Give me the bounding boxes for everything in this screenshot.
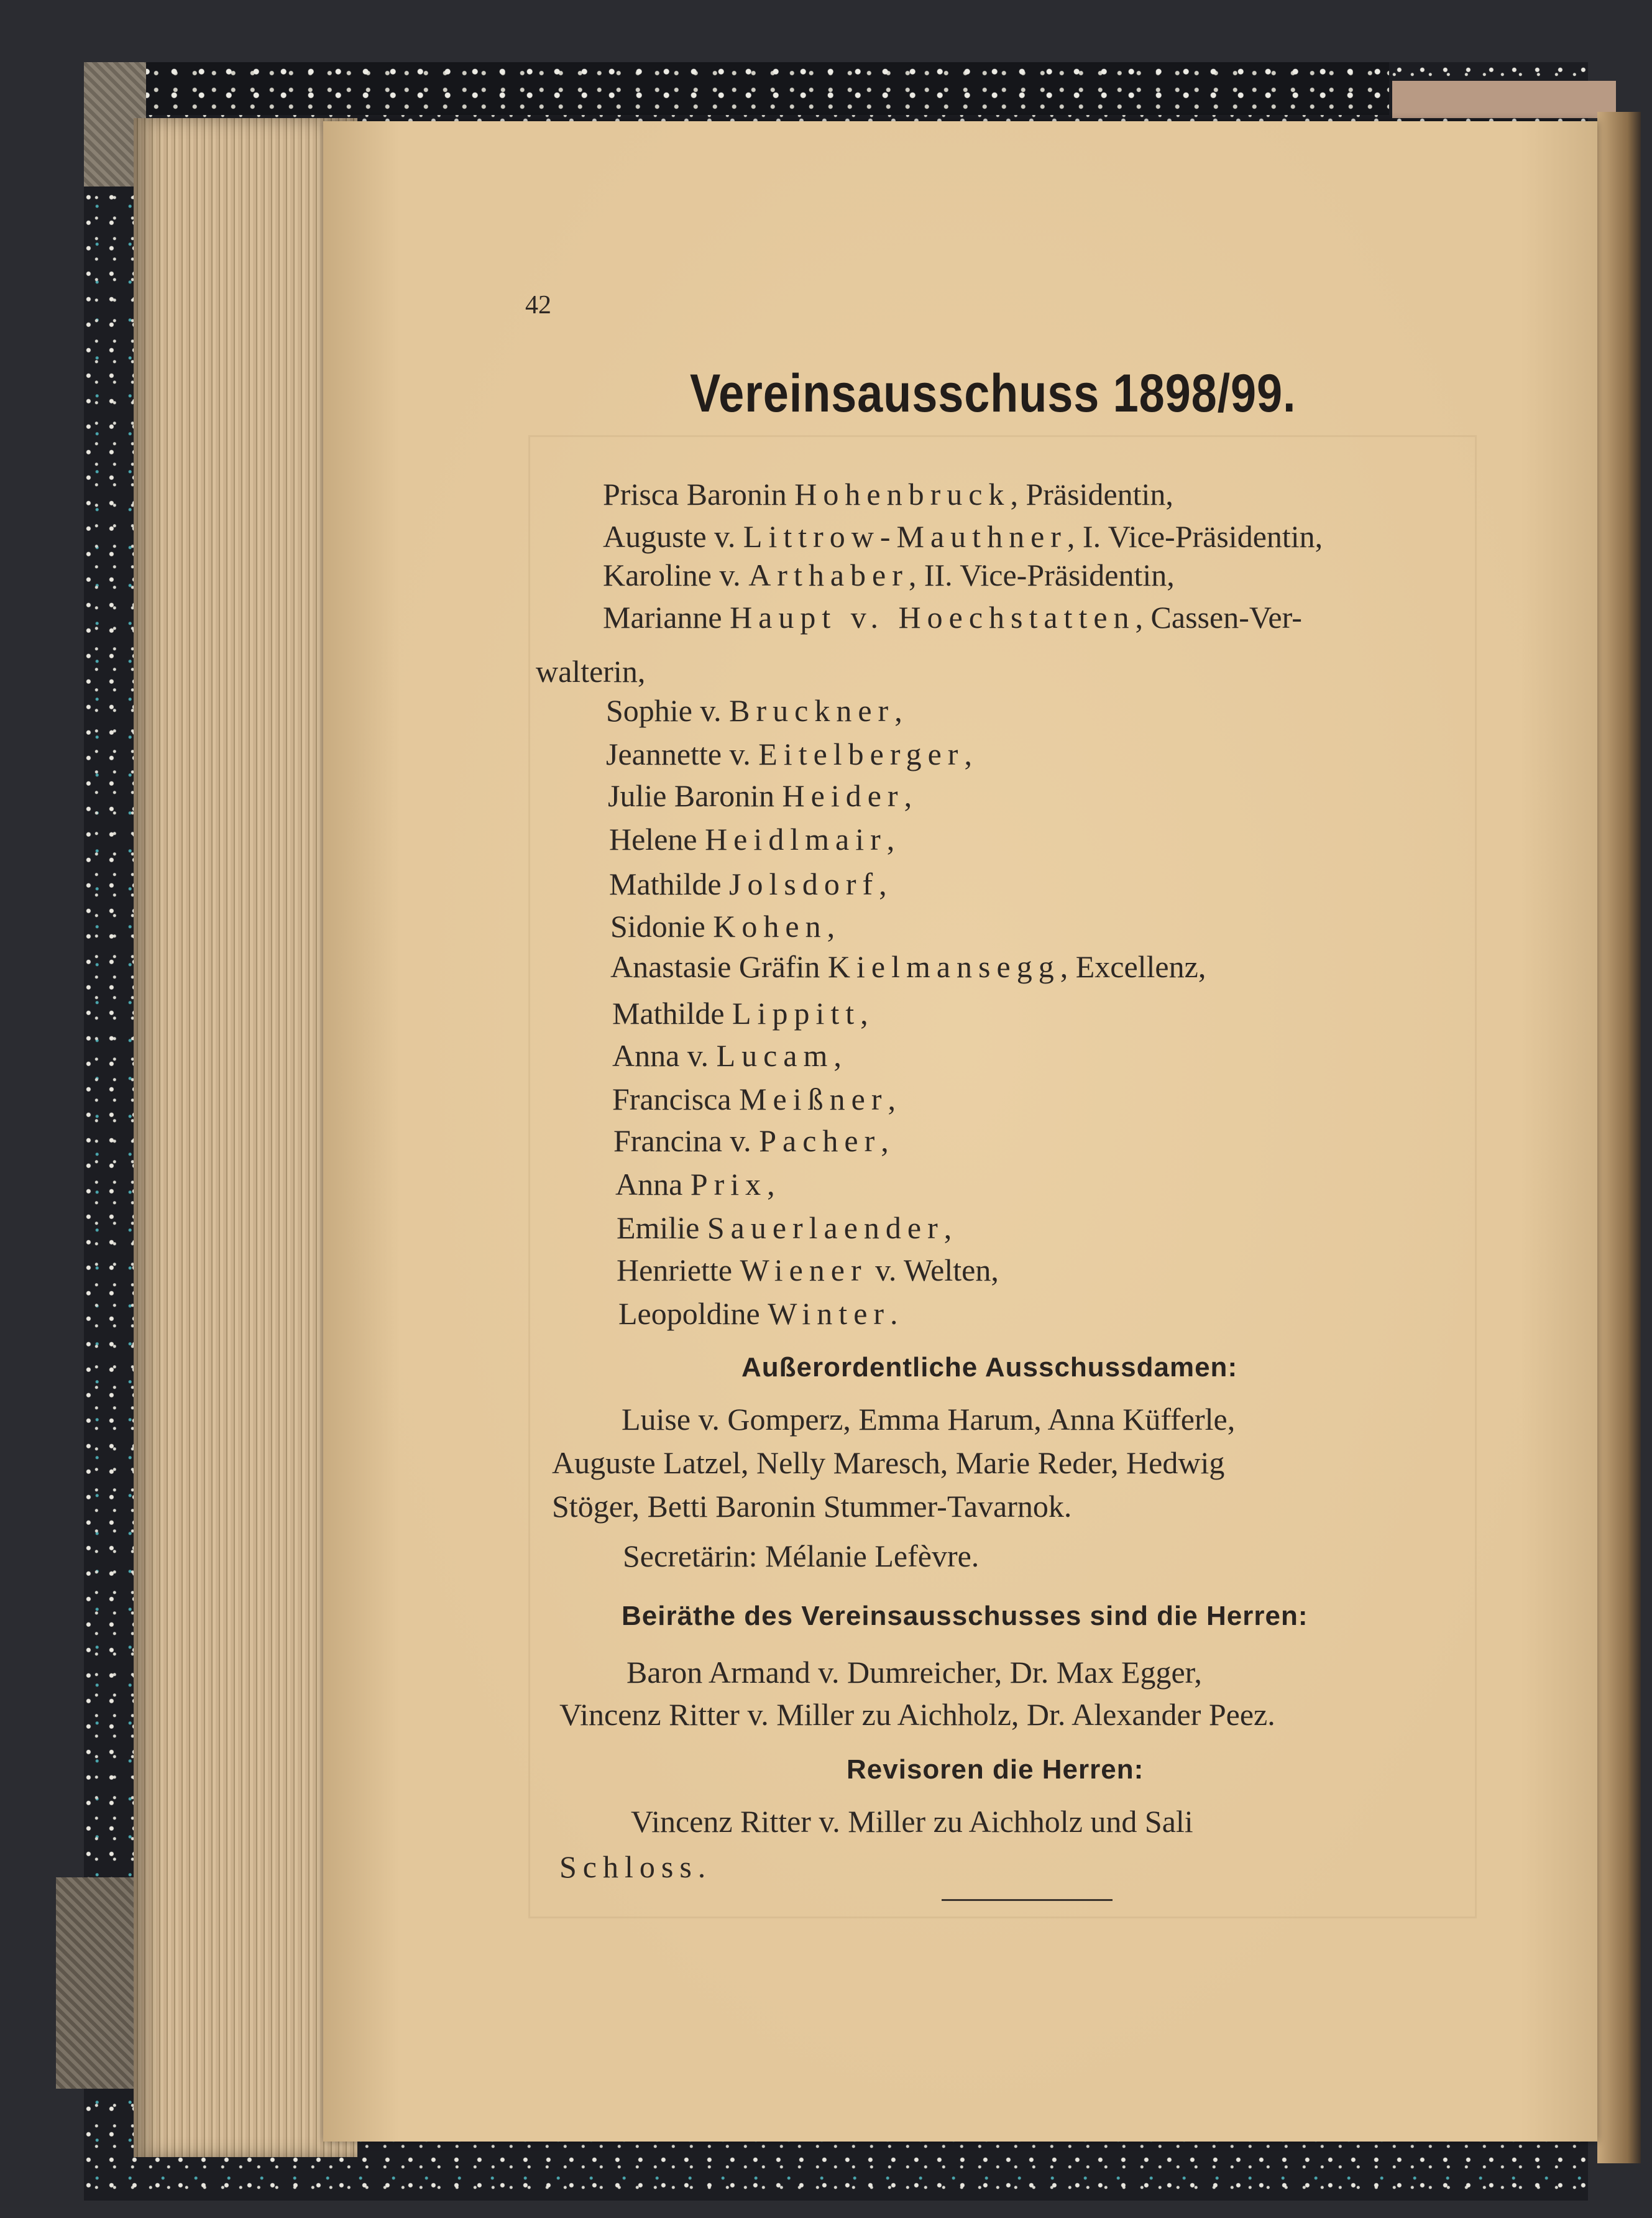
line-text: Marianne bbox=[603, 600, 730, 635]
member-name: Sauerlaender bbox=[707, 1210, 944, 1245]
member-name: Heider bbox=[782, 778, 904, 813]
line-text: Emilie bbox=[617, 1210, 707, 1245]
committee-line bbox=[603, 521, 1323, 552]
cover-edge bbox=[1392, 81, 1616, 118]
member-name: Kielmansegg bbox=[827, 949, 1060, 984]
advisors-heading: Beiräthe des Vereinsausschusses sind die Herren: bbox=[622, 1601, 1308, 1631]
extra-members-heading: Außerordentliche Ausschussdamen: bbox=[741, 1352, 1238, 1383]
line-text: , II. Vice-Präsidentin, bbox=[908, 558, 1175, 592]
member-name: Wiener bbox=[740, 1253, 868, 1287]
auditors-line: Schloss. bbox=[559, 1849, 712, 1884]
committee-line bbox=[617, 1212, 952, 1243]
line-text: , bbox=[833, 1038, 842, 1073]
line-text: v. Welten, bbox=[867, 1253, 999, 1287]
line-text: , bbox=[943, 1210, 952, 1245]
committee-line bbox=[618, 1298, 898, 1329]
advisors-line: Baron Armand v. Dumreicher, Dr. Max Egger, bbox=[626, 1655, 1202, 1690]
cover-marbled-strip bbox=[84, 62, 1389, 115]
line-text: . bbox=[890, 1296, 898, 1331]
member-name: Winter bbox=[768, 1296, 891, 1331]
line-text: Prisca Baronin bbox=[603, 477, 795, 512]
committee-line bbox=[610, 951, 1206, 982]
committee-line bbox=[536, 656, 645, 687]
committee-line bbox=[613, 1125, 889, 1156]
line-text: Henriette bbox=[617, 1253, 740, 1287]
committee-line bbox=[606, 695, 902, 726]
line-text: Anna bbox=[615, 1167, 691, 1202]
line-text: Sidonie bbox=[610, 909, 714, 944]
line-text: , bbox=[904, 778, 912, 813]
line-text: Francina v. bbox=[613, 1123, 759, 1158]
member-name: Pacher bbox=[759, 1123, 881, 1158]
member-name: Hohenbruck bbox=[794, 477, 1011, 512]
committee-line bbox=[617, 1254, 999, 1286]
line-text: , bbox=[879, 867, 887, 901]
line-text: Anna v. bbox=[612, 1038, 717, 1073]
line-text: , bbox=[964, 737, 972, 771]
extra-members-line: Auguste Latzel, Nelly Maresch, Marie Reder, Hedwig bbox=[552, 1445, 1225, 1480]
line-text: , Excellenz, bbox=[1060, 949, 1206, 984]
committee-line bbox=[615, 1169, 775, 1200]
committee-line bbox=[610, 911, 835, 942]
member-name: Lippitt bbox=[732, 996, 861, 1031]
line-text: Jeannette v. bbox=[606, 737, 759, 771]
member-name: Eitelberger bbox=[758, 737, 965, 771]
page-title: Vereinsausschuss 1898/99. bbox=[690, 364, 1296, 423]
line-text: , bbox=[827, 909, 835, 944]
line-text: , I. Vice-Präsidentin, bbox=[1067, 519, 1323, 554]
member-name: Kohen bbox=[713, 909, 827, 944]
extra-members-line: Luise v. Gomperz, Emma Harum, Anna Küfferle, bbox=[622, 1402, 1236, 1437]
line-text: walterin, bbox=[536, 654, 646, 689]
member-name: Arthaber bbox=[748, 558, 909, 592]
extra-members-line: Stöger, Betti Baronin Stummer-Tavarnok. bbox=[552, 1489, 1072, 1524]
line-text: Helene bbox=[609, 822, 705, 857]
member-name: Lucam bbox=[716, 1038, 834, 1073]
line-text: Anastasie Gräfin bbox=[610, 949, 828, 984]
line-text: Sophie v. bbox=[606, 693, 730, 728]
committee-line bbox=[612, 1040, 842, 1071]
line-text: Julie Baronin bbox=[608, 778, 782, 813]
facing-page-edge bbox=[1597, 112, 1641, 2163]
committee-line bbox=[612, 998, 868, 1029]
member-name: Heidlmair bbox=[705, 822, 887, 857]
member-name: Bruckner bbox=[729, 693, 895, 728]
line-text: , bbox=[888, 1082, 896, 1116]
committee-line bbox=[612, 1084, 896, 1115]
member-name: Jolsdorf bbox=[729, 867, 879, 901]
auditors-line: Vincenz Ritter v. Miller zu Aichholz und Sali bbox=[631, 1804, 1193, 1839]
member-name: Littrow-Mauthner bbox=[743, 519, 1067, 554]
line-text: , bbox=[886, 822, 895, 857]
cover-corner bbox=[56, 1877, 143, 2089]
member-name: Haupt v. Hoechstatten bbox=[730, 600, 1136, 635]
auditors-heading: Revisoren die Herren: bbox=[847, 1754, 1144, 1785]
line-text: , bbox=[881, 1123, 889, 1158]
committee-line bbox=[603, 479, 1173, 510]
advisors-line: Vincenz Ritter v. Miller zu Aichholz, Dr. Alexander Peez. bbox=[559, 1697, 1275, 1732]
line-text: Auguste v. bbox=[603, 519, 743, 554]
line-text: , Cassen-Ver- bbox=[1135, 600, 1302, 635]
committee-line bbox=[609, 868, 887, 900]
line-text: , bbox=[860, 996, 868, 1031]
committee-line bbox=[608, 780, 912, 811]
line-text: Mathilde bbox=[609, 867, 730, 901]
committee-line bbox=[603, 559, 1175, 591]
committee-line bbox=[609, 824, 894, 855]
line-text: , bbox=[767, 1167, 775, 1202]
page-number: 42 bbox=[525, 291, 551, 320]
committee-line bbox=[606, 739, 972, 770]
line-text: Leopoldine bbox=[618, 1296, 768, 1331]
line-text: Mathilde bbox=[612, 996, 733, 1031]
line-text: Francisca bbox=[612, 1082, 740, 1116]
line-text: Karoline v. bbox=[603, 558, 749, 592]
closing-rule bbox=[942, 1899, 1113, 1901]
secretary-line: Secretärin: Mélanie Lefèvre. bbox=[623, 1539, 980, 1573]
member-name: Meißner bbox=[739, 1082, 888, 1116]
line-text: , Präsidentin, bbox=[1010, 477, 1173, 512]
member-name: Prix bbox=[690, 1167, 768, 1202]
committee-line bbox=[603, 602, 1302, 633]
line-text: , bbox=[894, 693, 902, 728]
